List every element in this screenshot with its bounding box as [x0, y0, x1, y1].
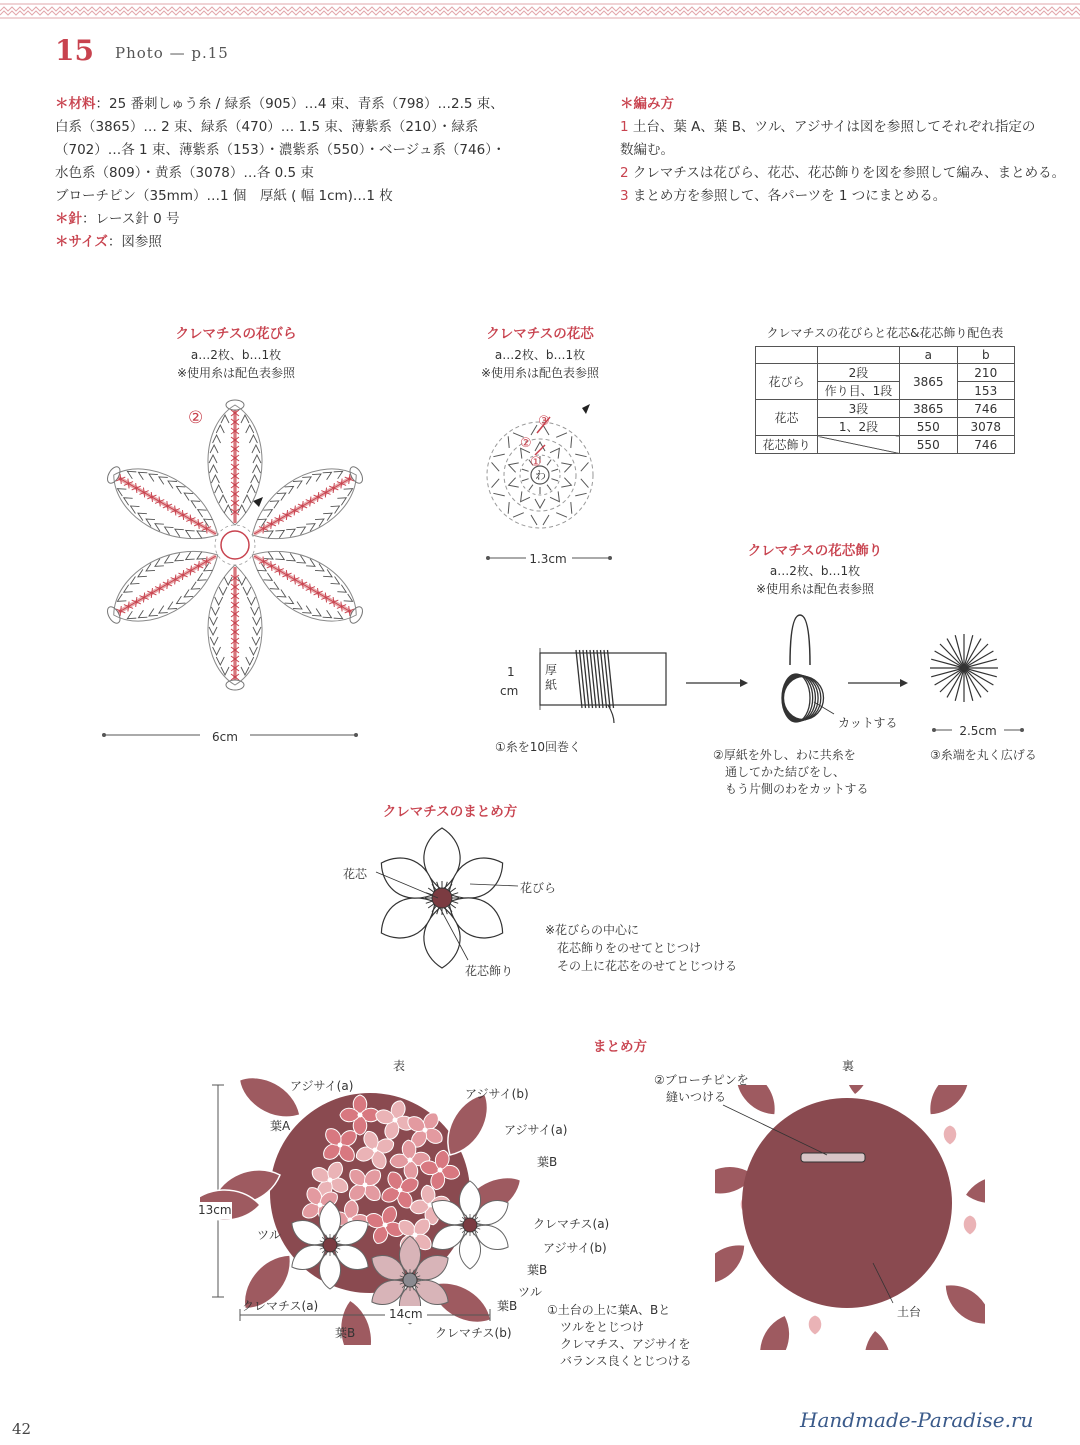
assembly-note: 花芯飾りをのせてとじつけ	[557, 941, 702, 955]
core-count: a…2枚、b…1枚	[494, 348, 586, 362]
finish-note: ツルをとじつけ	[560, 1320, 645, 1334]
base-label: 土台	[897, 1305, 922, 1319]
pin-note: 縫いつける	[666, 1090, 727, 1104]
core-mark: ③	[538, 414, 550, 429]
col-header: b	[957, 347, 1015, 364]
table-row: 作り目、1段 153	[756, 382, 1015, 400]
finish-note: ①土台の上に葉A、Bと	[547, 1303, 671, 1317]
method-block	[620, 93, 1080, 208]
materials-line: 水色系（809）・黄系（3078）…各 0.5 束	[55, 165, 314, 181]
label-leaf-b: 葉B	[335, 1326, 356, 1340]
decorative-border	[0, 0, 1080, 22]
needle-label: ＊針	[55, 211, 82, 227]
table-row: 花びら 2段 3865 210	[756, 364, 1015, 382]
finish-note: バランス良くとじつける	[560, 1354, 692, 1368]
size-text: ：図参照	[107, 234, 162, 250]
leaf-shape	[920, 1085, 979, 1124]
color-table-title: クレマチスの花びらと花芯&花芯飾り配色表	[766, 326, 1004, 340]
method-step: 2 クレマチスは花びら、花芯、花芯飾りを図を参照して編み、まとめる。	[620, 165, 1066, 181]
materials-text: ：25 番刺しゅう糸 / 緑系（905）…4 束、青系（798）…2.5 束、	[95, 96, 504, 112]
label-hydrangea-a: アジサイ(a)	[290, 1079, 354, 1093]
label-vine: ツル	[257, 1228, 282, 1242]
assembly-note: ※花びらの中心に	[545, 923, 640, 937]
size-label: ＊サイズ	[55, 234, 108, 250]
petal-motif	[239, 532, 374, 641]
width-value: 1	[507, 665, 515, 679]
assembly-title: クレマチスのまとめ方	[382, 804, 518, 820]
petal-note: ※使用糸は配色表参照	[176, 366, 296, 380]
materials-label: ＊材料	[55, 96, 96, 112]
front-label: 表	[393, 1059, 406, 1073]
label-hydrangea-b: アジサイ(b)	[543, 1241, 607, 1255]
leaf-shape	[862, 1329, 894, 1350]
table-row: 花芯 3段 3865 746	[756, 400, 1015, 418]
ring-label: わ	[535, 469, 546, 482]
chapter-number: 15	[55, 34, 94, 67]
label-leaf-b: 葉B	[537, 1155, 558, 1169]
materials-block	[55, 93, 575, 254]
method-step: 数編む。	[620, 142, 674, 158]
label-deco: 花芯飾り	[465, 964, 514, 978]
leaf-shape	[963, 1171, 985, 1208]
color-table	[755, 346, 1015, 454]
petal-chart	[90, 395, 380, 695]
deco-count: a…2枚、b…1枚	[769, 564, 861, 578]
label-leaf-a: 葉A	[270, 1119, 291, 1133]
leaf-shape	[936, 1275, 985, 1334]
cardboard-label: 厚紙	[545, 663, 558, 692]
petal-motif	[96, 532, 231, 641]
label-leaf-b: 葉B	[497, 1299, 518, 1313]
watermark: Handmade-Paradise.ru	[800, 1408, 1034, 1432]
back-label: 裏	[842, 1059, 855, 1073]
width-unit: cm	[500, 684, 519, 698]
core-note: ※使用糸は配色表参照	[480, 366, 600, 380]
label-petal: 花びら	[520, 881, 557, 895]
materials-line: ブローチピン（35mm）…1 個 厚紙 ( 幅 1cm)…1 枚	[55, 188, 393, 204]
materials-line: （702）…各 1 束、薄紫系（153）・濃紫系（550）・ベージュ系（746）・	[55, 142, 506, 158]
start-arrow-icon	[582, 404, 590, 414]
leaf-shape	[752, 1310, 798, 1350]
petal-motif	[208, 565, 262, 690]
petal-title: クレマチスの花びら	[175, 326, 297, 342]
round-mark: ②	[188, 408, 204, 428]
table-row: 1、2段 550 3078	[756, 418, 1015, 436]
deco-step2: 通してかた結びをし、	[725, 765, 846, 779]
deco-title: クレマチスの花芯飾り	[747, 543, 883, 559]
center-ring	[221, 531, 249, 559]
finish-title: まとめ方	[593, 1039, 647, 1055]
label-hydrangea-b: アジサイ(b)	[465, 1087, 529, 1101]
needle-text: ：レース針 0 号	[82, 211, 180, 227]
method-step: 3 まとめ方を参照して、各パーツを 1 つにまとめる。	[620, 188, 947, 204]
brooch-pin-icon	[801, 1153, 865, 1162]
table-row: 花芯飾り 550 746	[756, 436, 1015, 454]
core-mark: ②	[520, 436, 532, 451]
label-hydrangea-a: アジサイ(a)	[504, 1123, 568, 1137]
deco-step2: もう片側のわをカットする	[725, 782, 869, 796]
label-leaf-b: 葉B	[527, 1263, 548, 1277]
deco-size: 2.5cm	[959, 724, 997, 738]
hydrangea-flower	[963, 1215, 977, 1235]
petal-motif	[96, 449, 231, 558]
label-vine: ツル	[518, 1285, 543, 1299]
height-label: 13cm	[198, 1203, 232, 1217]
leaf-shape	[726, 1085, 785, 1124]
label-core: 花芯	[343, 867, 368, 881]
col-header: a	[900, 347, 958, 364]
cut-label: カットする	[838, 716, 898, 730]
leaf-shape	[842, 1085, 874, 1096]
method-label: ＊編み方	[620, 96, 674, 112]
deco-steps-diagram	[490, 610, 1080, 740]
core-size: 1.3cm	[529, 552, 567, 566]
label-clematis-a: クレマチス(a)	[533, 1217, 610, 1231]
core-title: クレマチスの花芯	[486, 326, 594, 342]
label-clematis-a: クレマチス(a)	[242, 1299, 319, 1313]
photo-reference: Photo — p.15	[115, 44, 229, 62]
petal-size: 6cm	[212, 730, 238, 744]
back-assembly-diagram	[715, 1085, 985, 1350]
deco-note: ※使用糸は配色表参照	[755, 582, 875, 596]
materials-line: 白系（3865）… 2 束、緑系（470）… 1.5 束、薄紫系（210）・緑系	[55, 119, 479, 135]
petal-count: a…2枚、b…1枚	[190, 348, 282, 362]
hydrangea-flower	[943, 1125, 957, 1145]
leaf-shape	[715, 1235, 754, 1294]
width-label: 14cm	[385, 1306, 427, 1323]
method-step: 1 土台、葉 A、葉 B、ツル、アジサイは図を参照してそれぞれ指定の	[620, 119, 1036, 135]
hydrangea-flower	[808, 1315, 822, 1335]
assembly-note: その上に花芯をのせてとじつける	[557, 959, 738, 973]
deco-step1: ①糸を10回巻く	[495, 740, 582, 754]
deco-step2: ②厚紙を外し、わに共糸を	[713, 748, 856, 762]
assembly-leader-lines	[360, 860, 540, 970]
pin-note: ②ブローチピンを	[654, 1073, 749, 1087]
finish-note: クレマチス、アジサイを	[560, 1337, 691, 1351]
table-header-row	[756, 347, 1015, 364]
label-clematis-b: クレマチス(b)	[435, 1326, 512, 1340]
core-mark: ①	[530, 455, 542, 470]
petal-motif	[208, 400, 262, 525]
deco-step3: ③糸端を丸く広げる	[930, 748, 1037, 762]
page-number: 42	[12, 1420, 32, 1438]
